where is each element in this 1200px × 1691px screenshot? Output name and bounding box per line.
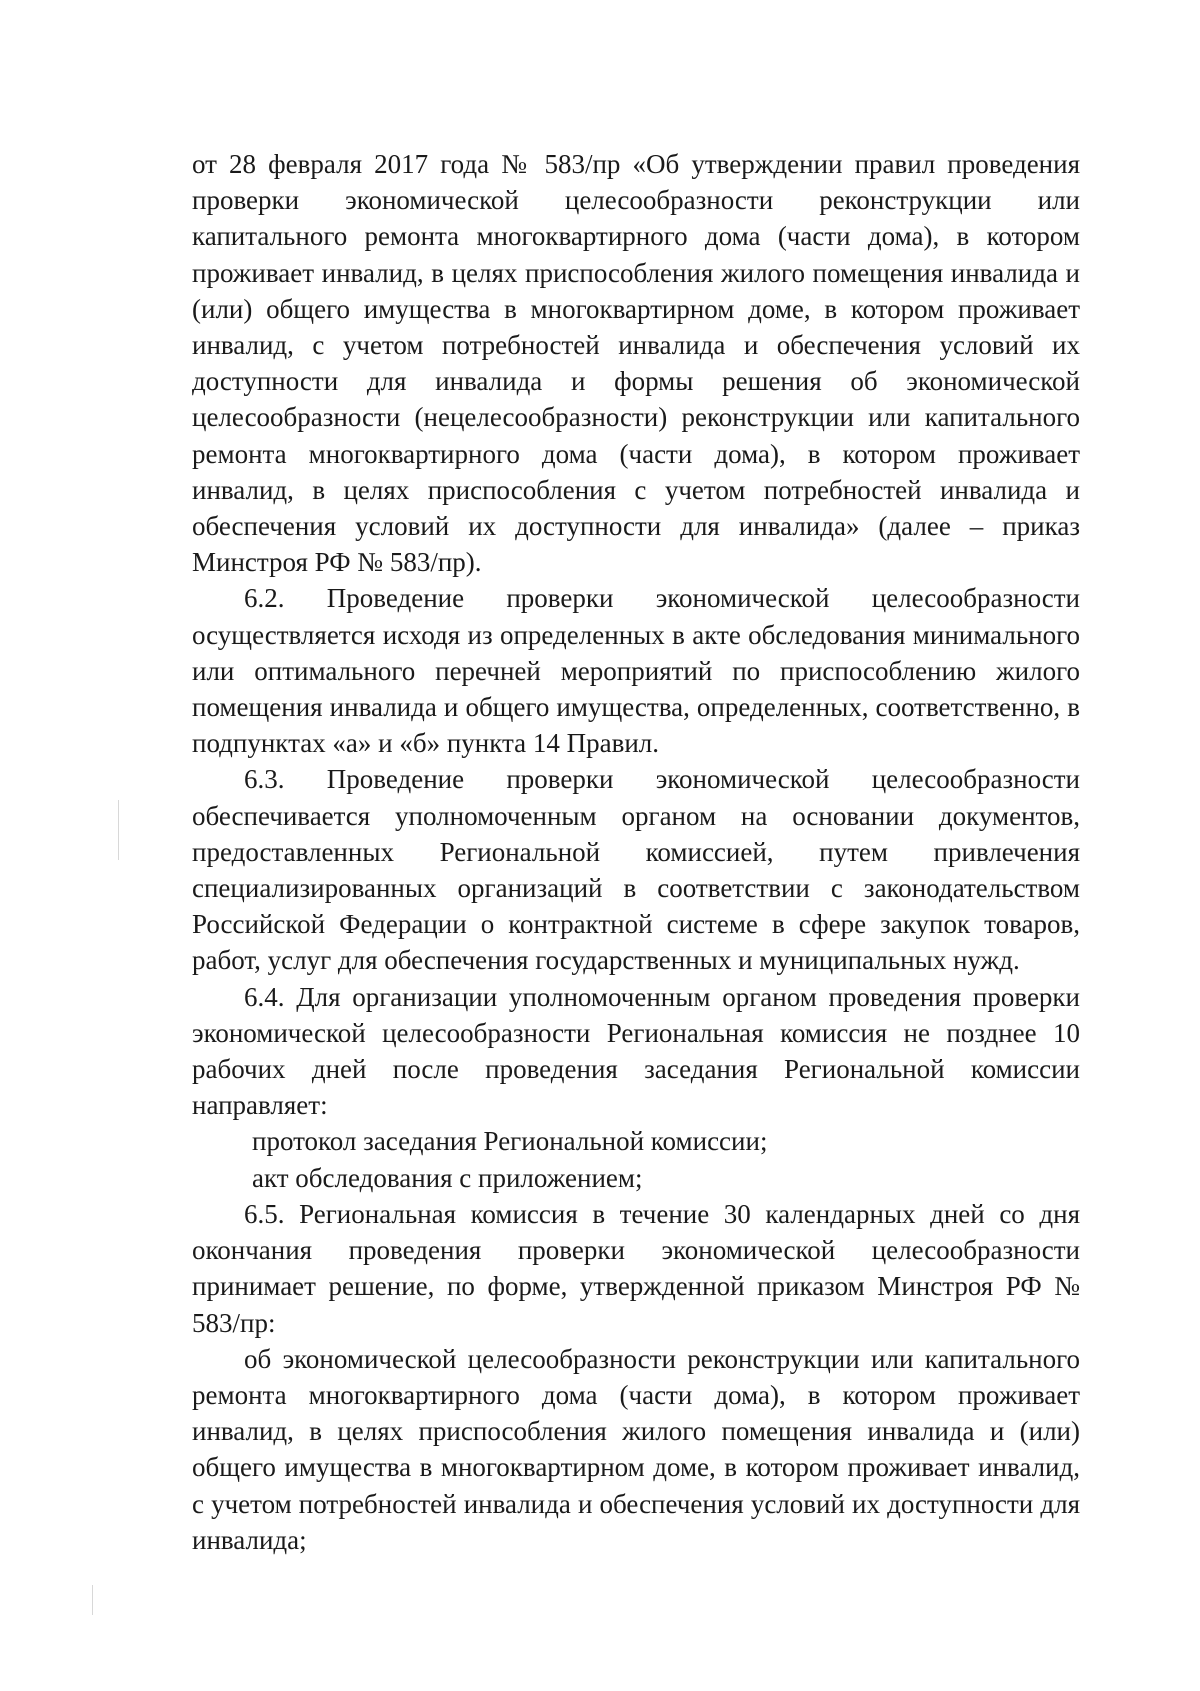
text-line: подпунктах «а» и «б» пункта 14 Правил. — [192, 728, 660, 759]
text-line: обеспечения условий их доступности для инвалида» (далее – приказ — [192, 511, 1080, 542]
text-line: ремонта многоквартирного дома (части дома), в котором проживает — [192, 438, 1080, 469]
text-line: экономической целесообразности Региональная комиссия не позднее 10 — [192, 1017, 1080, 1048]
text-line: рабочих дней после проведения заседания Региональной комиссии — [192, 1054, 1080, 1085]
text-line: инвалид, в целях приспособления с учетом потребностей инвалида и — [192, 474, 1080, 505]
text-line: специализированных организаций в соответствии с законодательством — [192, 873, 1080, 904]
text-line: целесообразности (нецелесообразности) реконструкции или капитального — [192, 402, 1080, 433]
text-line: об экономической целесообразности реконструкции или капитального — [244, 1343, 1080, 1374]
text-line: (или) общего имущества в многоквартирном доме, в котором проживает — [192, 293, 1080, 324]
text-line: 6.2. Проведение проверки экономической целесообразности — [244, 583, 1080, 614]
text-line: общего имущества в многоквартирном доме, в котором проживает инвалид, — [192, 1452, 1080, 1483]
text-line: принимает решение, по форме, утвержденной приказом Минстроя РФ № — [192, 1271, 1080, 1302]
paragraph-6-4 — [192, 979, 1080, 1124]
text-line: 6.4. Для организации уполномоченным органом проведения проверки — [244, 981, 1080, 1012]
text-line: помещения инвалида и общего имущества, определенных, соответственно, в — [192, 692, 1080, 723]
text-line: Российской Федерации о контрактной системе в сфере закупок товаров, — [192, 909, 1080, 940]
document-body — [192, 146, 1080, 1558]
text-line: с учетом потребностей инвалида и обеспечения условий их доступности для — [192, 1488, 1080, 1519]
text-line: работ, услуг для обеспечения государственных и муниципальных нужд. — [192, 945, 1020, 976]
scan-artifact — [118, 800, 119, 860]
text-line: 6.3. Проведение проверки экономической целесообразности — [244, 764, 1080, 795]
text-line: направляет: — [192, 1090, 328, 1121]
paragraph-6-3 — [192, 761, 1080, 978]
text-line: ремонта многоквартирного дома (части дома), в котором проживает — [192, 1379, 1080, 1410]
text-line: проверки экономической целесообразности реконструкции или — [192, 185, 1080, 216]
decision-paragraph — [192, 1341, 1080, 1558]
text-line: доступности для инвалида и формы решения об экономической — [192, 366, 1080, 397]
paragraph-6-2 — [192, 580, 1080, 761]
scan-artifact — [92, 1585, 93, 1615]
text-line: предоставленных Региональной комиссией, путем привлечения — [192, 836, 1080, 867]
text-line: инвалид, в целях приспособления жилого помещения инвалида и (или) — [192, 1416, 1080, 1447]
text-line: Минстроя РФ № 583/пр). — [192, 547, 482, 578]
text-line: 6.5. Региональная комиссия в течение 30 календарных дней со дня — [244, 1198, 1080, 1229]
text-line: инвалида; — [192, 1524, 307, 1555]
list-item: протокол заседания Региональной комиссии; — [252, 1126, 768, 1157]
text-line: инвалид, с учетом потребностей инвалида и обеспечения условий их — [192, 330, 1080, 361]
list — [192, 1123, 1080, 1195]
text-line: обеспечивается уполномоченным органом на основании документов, — [192, 800, 1080, 831]
list-item: акт обследования с приложением; — [252, 1162, 643, 1193]
text-line: окончания проведения проверки экономической целесообразности — [192, 1235, 1080, 1266]
text-line: осуществляется исходя из определенных в акте обследования минимального — [192, 619, 1080, 650]
text-line: от 28 февраля 2017 года № 583/пр «Об утверждении правил проведения — [192, 149, 1080, 179]
intro-paragraph — [192, 146, 1080, 580]
text-line: или оптимального перечней мероприятий по приспособлению жилого — [192, 655, 1080, 686]
text-line: капитального ремонта многоквартирного дома (части дома), в котором — [192, 221, 1080, 252]
text-line: проживает инвалид, в целях приспособления жилого помещения инвалида и — [192, 257, 1080, 288]
text-line: 583/пр: — [192, 1307, 276, 1338]
paragraph-6-5 — [192, 1196, 1080, 1341]
